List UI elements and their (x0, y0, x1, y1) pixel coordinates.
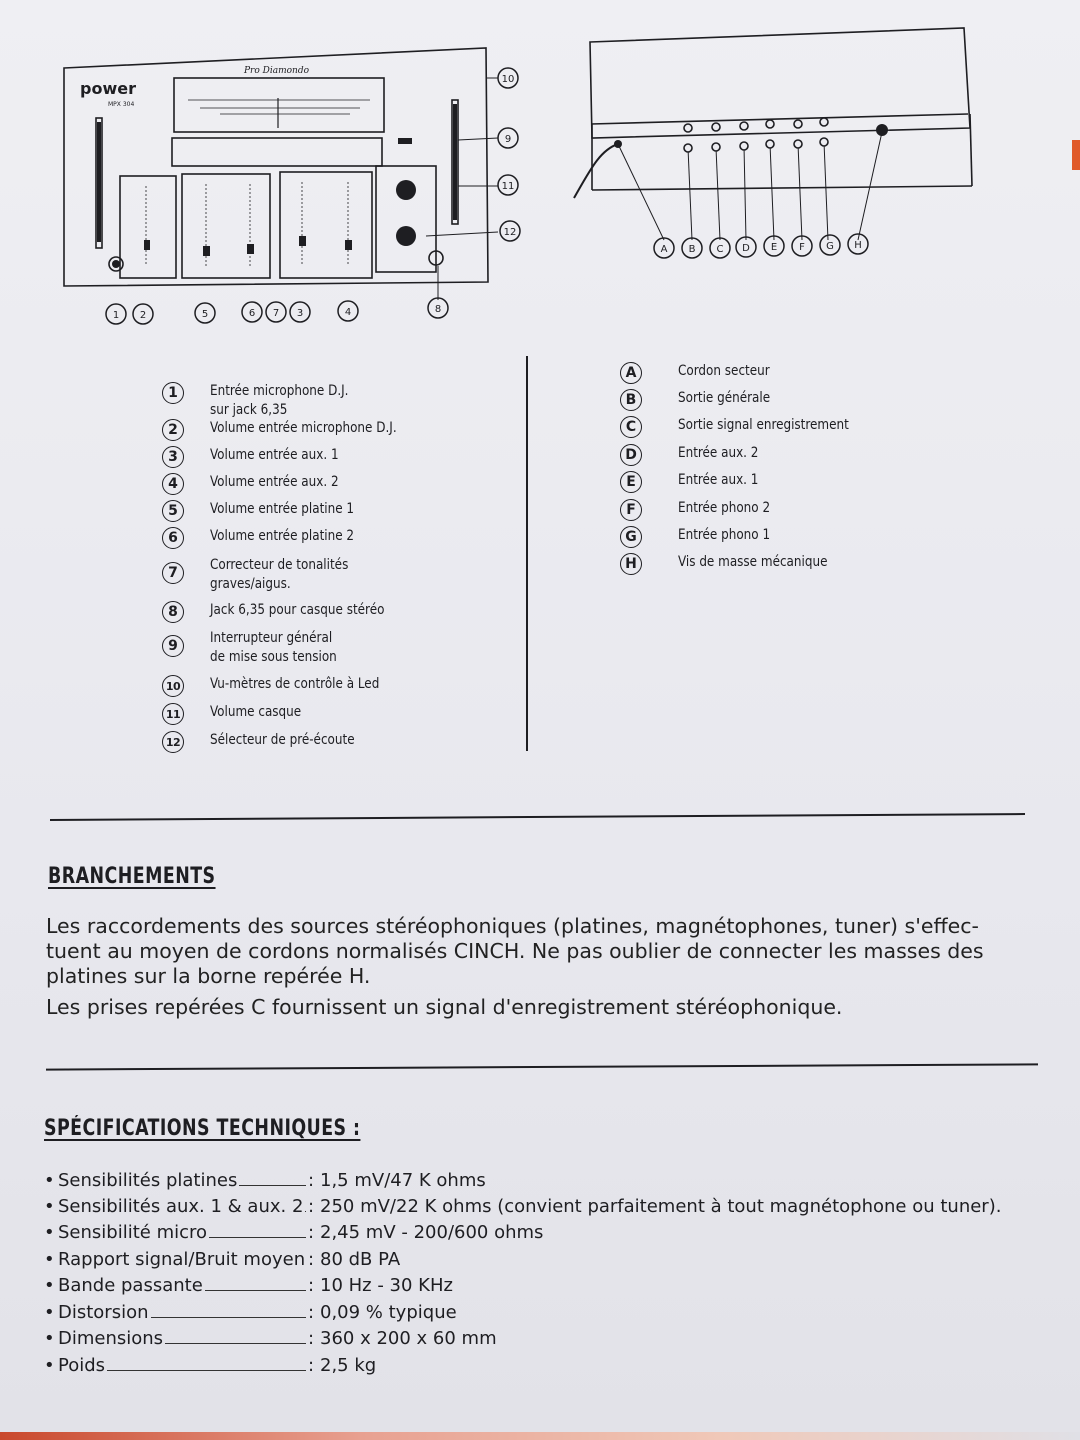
legend-item-1 (162, 382, 361, 420)
spec-label: Bande passante (58, 1275, 203, 1296)
callout-12 (500, 221, 520, 241)
legend-text: Volume entrée aux. 2 (210, 474, 339, 490)
svg-text:3: 3 (296, 308, 304, 319)
legend-item-E (620, 471, 765, 493)
number-badge: 6 (162, 527, 184, 549)
legend-text: Volume entrée platine 2 (210, 528, 355, 544)
number-badge: 3 (162, 446, 184, 468)
callout-G (820, 235, 840, 255)
svg-text:E: E (770, 242, 778, 253)
spec-value: 80 dB PA (320, 1249, 401, 1270)
legend-text: Vu-mètres de contrôle à Led (210, 676, 380, 692)
svg-text:1: 1 (112, 310, 120, 321)
spec-row: • Sensibilités aux. 1 & aux. 2 : 250 mV/22 K ohms (convient parfaitement à tout magnétophone ou tuner). (44, 1196, 1002, 1217)
svg-text:11: 11 (501, 181, 515, 192)
spec-row: • Distorsion : 0,09 % typique (44, 1302, 457, 1323)
legend-item-C (620, 416, 864, 438)
legend-item-B (620, 389, 778, 411)
legend-item-6 (162, 527, 367, 549)
letter-badge: G (620, 526, 642, 548)
callout-6 (242, 302, 262, 322)
number-badge: 12 (162, 731, 184, 753)
callout-4 (338, 301, 358, 321)
branchements-heading: BRANCHEMENTS (48, 864, 216, 889)
legend-item-10 (162, 675, 394, 697)
number-badge: 5 (162, 500, 184, 522)
legend-item-G (620, 526, 778, 548)
legend-text: Sélecteur de pré-écoute (210, 732, 355, 748)
number-badge: 1 (162, 382, 184, 404)
svg-text:4: 4 (344, 307, 352, 318)
svg-text:8: 8 (434, 304, 442, 315)
callout-1 (106, 304, 126, 324)
legend-text: graves/aigus. (210, 576, 291, 592)
spec-value: 250 mV/22 K ohms (convient parfaitement à tout magnétophone ou tuner). (320, 1196, 1002, 1217)
branchements-text (46, 914, 1031, 1020)
spec-label: Sensibilité micro (58, 1222, 208, 1243)
spec-value: 360 x 200 x 60 mm (320, 1328, 497, 1349)
legend-text: Volume entrée aux. 1 (210, 447, 339, 463)
callout-8 (428, 298, 448, 318)
bullet: • (44, 1222, 55, 1243)
letter-badge: B (620, 389, 642, 411)
svg-text:9: 9 (504, 134, 512, 145)
rear-panel-diagram (560, 20, 980, 260)
callouts-bottom (106, 298, 448, 324)
callout-2 (133, 304, 153, 324)
bullet: • (44, 1196, 55, 1217)
spec-label: Distorsion (58, 1302, 149, 1323)
callout-11 (498, 175, 518, 195)
paragraph-line: Les raccordements des sources stéréophoniques (platines, magnétophones, tuner) s'effec- (46, 914, 979, 938)
spec-value: 2,45 mV - 200/600 ohms (320, 1222, 544, 1243)
letter-badge: D (620, 444, 642, 466)
letter-badge: A (620, 362, 642, 384)
callout-B (682, 238, 702, 258)
legend-text: Sortie générale (678, 390, 771, 406)
spec-row: • Rapport signal/Bruit moyen : 80 dB PA (44, 1249, 401, 1270)
spec-row: • Poids : 2,5 kg (44, 1355, 377, 1376)
spec-value: 1,5 mV/47 K ohms (320, 1170, 486, 1191)
legend-text: Sortie signal enregistrement (678, 417, 849, 433)
number-badge: 8 (162, 601, 184, 623)
legend-item-F (620, 499, 778, 521)
spec-row: • Dimensions : 360 x 200 x 60 mm (44, 1328, 497, 1349)
callouts-right (498, 68, 520, 241)
legend-item-H (620, 553, 840, 575)
callout-H (848, 234, 868, 254)
page-edge-tab (1072, 140, 1080, 170)
legend-divider (526, 356, 528, 751)
legend-text: Cordon secteur (678, 363, 770, 379)
svg-text:7: 7 (272, 308, 280, 319)
legend-text: Jack 6,35 pour casque stéréo (210, 602, 385, 618)
spec-row: • Sensibilités platines : 1,5 mV/47 K ohms (44, 1170, 486, 1191)
legend-text: Entrée aux. 2 (678, 445, 759, 461)
legend-item-7 (162, 556, 360, 594)
spec-label: Dimensions (58, 1328, 164, 1349)
letter-badge: H (620, 553, 642, 575)
callout-10 (498, 68, 518, 88)
bullet: • (44, 1275, 55, 1296)
legend-text: Entrée microphone D.J. (210, 383, 349, 399)
number-badge: 11 (162, 703, 184, 725)
callout-3 (290, 302, 310, 322)
bullet: • (44, 1170, 55, 1191)
legend-item-3 (162, 446, 350, 468)
callout-9 (498, 128, 518, 148)
number-badge: 7 (162, 562, 184, 584)
paragraph-line: tuent au moyen de cordons normalisés CINCH. Ne pas oublier de connecter les masses des (46, 939, 984, 963)
svg-text:C: C (716, 244, 724, 255)
svg-text:10: 10 (501, 74, 515, 85)
specs-heading: SPÉCIFICATIONS TECHNIQUES : (44, 1116, 361, 1141)
legend-text: Entrée aux. 1 (678, 472, 759, 488)
legend-text: Entrée phono 2 (678, 500, 771, 516)
legend-text: Volume casque (210, 704, 302, 720)
legend-text: Volume entrée platine 1 (210, 501, 355, 517)
svg-text:D: D (742, 243, 750, 254)
callout-A (654, 238, 674, 258)
spec-value: 10 Hz - 30 KHz (320, 1275, 453, 1296)
callout-C (710, 238, 730, 258)
svg-text:2: 2 (139, 310, 147, 321)
legend-text: Correcteur de tonalités (210, 557, 349, 573)
paragraph-line: Les prises repérées C fournissent un signal d'enregistrement stéréophonique. (46, 995, 843, 1019)
spec-row: • Bande passante : 10 Hz - 30 KHz (44, 1275, 453, 1296)
legend-item-D (620, 444, 765, 466)
spec-label: Poids (58, 1355, 106, 1376)
front-panel-diagram (50, 40, 540, 340)
legend-text: sur jack 6,35 (210, 402, 288, 418)
number-badge: 10 (162, 675, 184, 697)
model-label: MPX 304 (108, 101, 135, 108)
spec-label: Rapport signal/Bruit moyen (58, 1249, 306, 1270)
legend-item-2 (162, 419, 413, 441)
legend-item-9 (162, 629, 348, 667)
legend-text: Vis de masse mécanique (678, 554, 828, 570)
svg-text:6: 6 (248, 308, 256, 319)
svg-text:12: 12 (503, 227, 517, 238)
spec-label: Sensibilités platines (58, 1170, 238, 1191)
letter-badge: F (620, 499, 642, 521)
svg-text:F: F (799, 242, 805, 253)
svg-text:A: A (660, 244, 668, 255)
spec-label: Sensibilités aux. 1 & aux. 2 (58, 1196, 304, 1217)
bullet: • (44, 1249, 55, 1270)
legend-text: Interrupteur général (210, 630, 333, 646)
script-title: Pro Diamondo (244, 66, 310, 76)
svg-text:5: 5 (201, 309, 209, 320)
svg-text:B: B (688, 244, 696, 255)
number-badge: 2 (162, 419, 184, 441)
legend-item-8 (162, 601, 400, 623)
bullet: • (44, 1302, 55, 1323)
legend-item-A (620, 362, 778, 384)
number-badge: 9 (162, 635, 184, 657)
legend-text: Volume entrée microphone D.J. (210, 420, 397, 436)
letter-badge: C (620, 416, 642, 438)
svg-text:H: H (854, 240, 862, 251)
spec-row: • Sensibilité micro : 2,45 mV - 200/600 ohms (44, 1222, 544, 1243)
svg-text:G: G (826, 241, 834, 252)
spec-value: 0,09 % typique (320, 1302, 457, 1323)
legend-item-12 (162, 731, 367, 753)
legend-text: Entrée phono 1 (678, 527, 771, 543)
bullet: • (44, 1328, 55, 1349)
letter-badge: E (620, 471, 642, 493)
section-divider (50, 813, 1025, 821)
page-bottom-edge (0, 1432, 1080, 1440)
bullet: • (44, 1355, 55, 1376)
rear-callouts (654, 234, 868, 258)
callout-5 (195, 303, 215, 323)
legend-text: de mise sous tension (210, 649, 337, 665)
number-badge: 4 (162, 473, 184, 495)
legend-item-5 (162, 500, 367, 522)
spec-value: 2,5 kg (320, 1355, 377, 1376)
callout-7 (266, 302, 286, 322)
legend-item-4 (162, 473, 350, 495)
section-divider (46, 1063, 1038, 1070)
legend-item-11 (162, 703, 309, 725)
brand-logo: power (80, 79, 136, 98)
paragraph-line: platines sur la borne repérée H. (46, 964, 371, 988)
